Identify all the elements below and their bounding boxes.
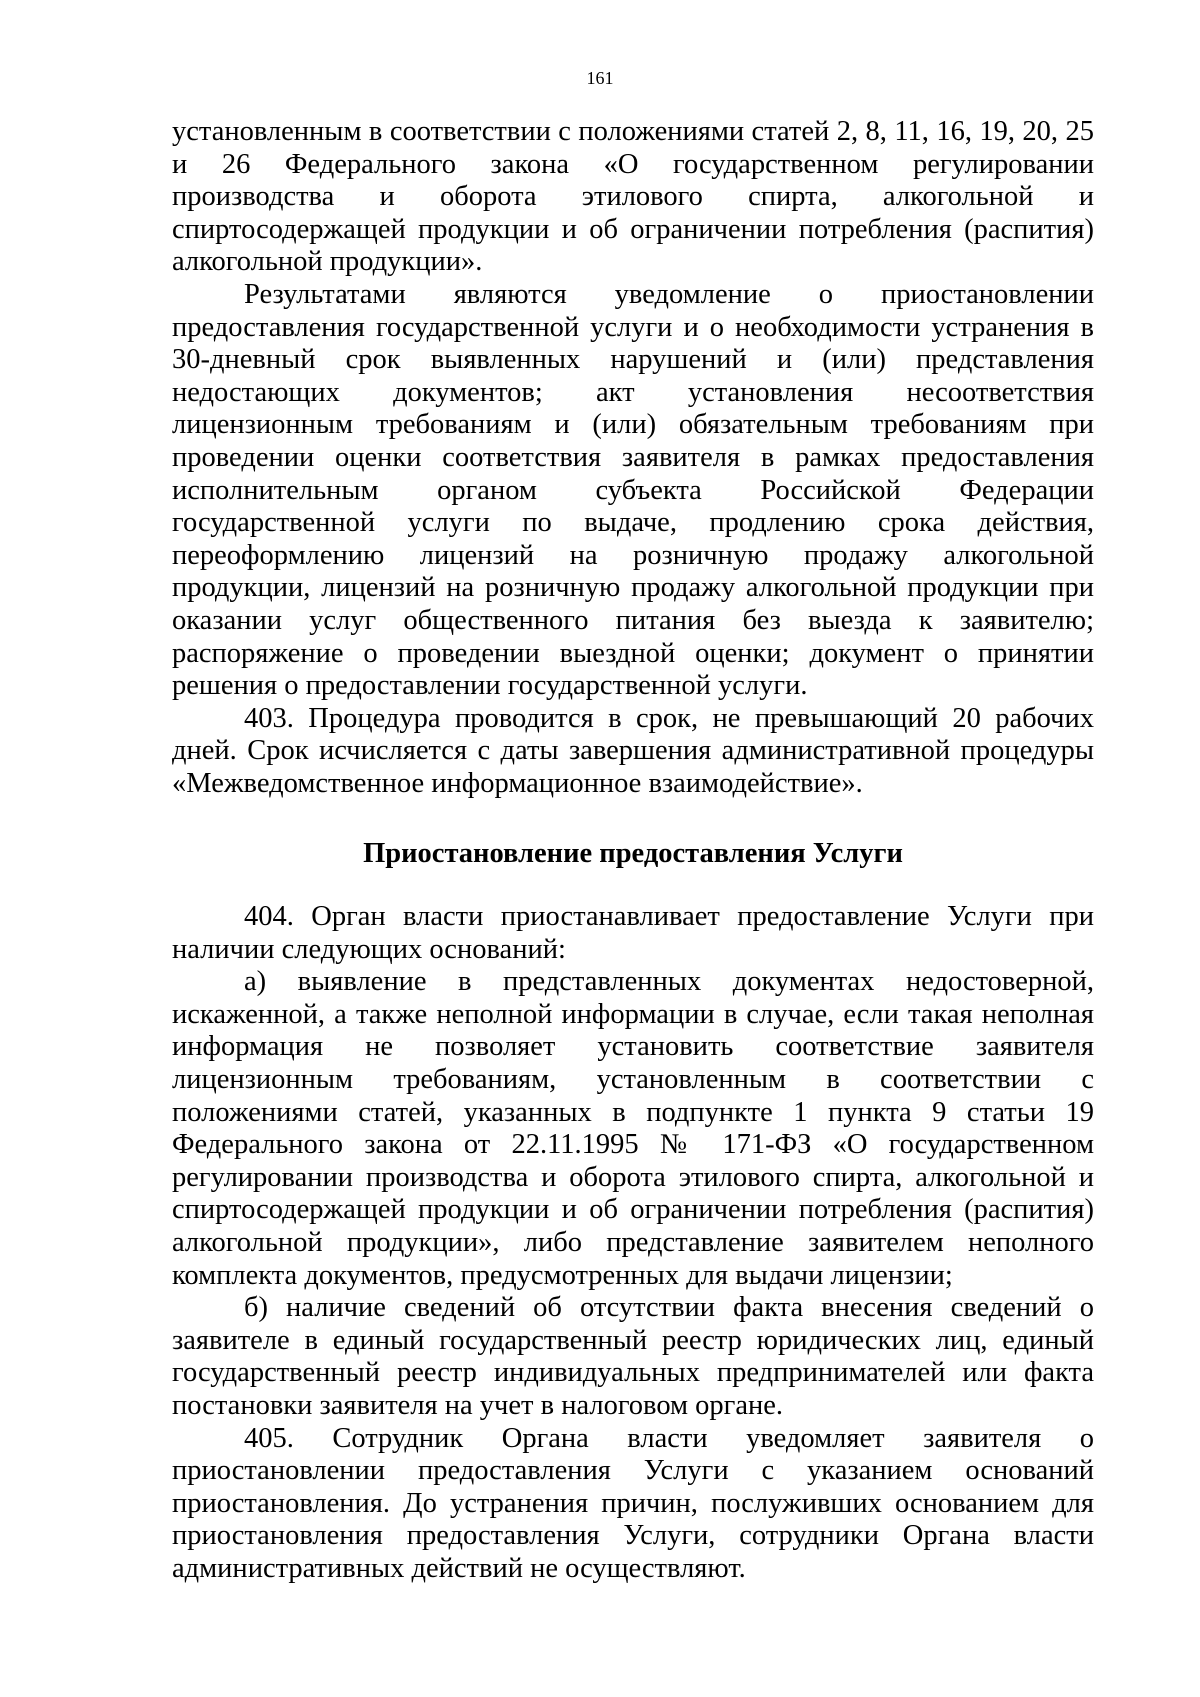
- paragraph-continuation: установленным в соответствии с положениями статей 2, 8, 11, 16, 19, 20, 25 и 26 Федерального закона «О государственном регулировании производства и оборота этилового спирта, алкогольной и спиртосодержащей продукции и об ограничении потребления (распития) алкогольной продукции».: [172, 116, 1094, 278]
- document-body: [172, 116, 1094, 1586]
- page-number: 161: [586, 68, 614, 88]
- paragraph-404-b: б) наличие сведений об отсутствии факта внесения сведений о заявителе в единый государственный реестр юридических лиц, единый государственный реестр индивидуальных предпринимателей или факта постановки заявителя на учет в налоговом органе.: [172, 1292, 1094, 1421]
- paragraph-results: Результатами являются уведомление о приостановлении предоставления государственной услуги и о необходимости устранения в 30-дневный срок выявленных нарушений и (или) представления недостающих документов; акт установления несоответствия лицензионным требованиям и (или) обязательным требованиям при проведении оценки соответствия заявителя в рамках предоставления исполнительным органом субъекта Российской Федерации государственной услуги по выдаче, продлению срока действия, переоформлению лицензий на розничную продажу алкогольной продукции, лицензий на розничную продажу алкогольной продукции при оказании услуг общественного питания без выезда к заявителю; распоряжение о проведении выездной оценки; документ о принятии решения о предоставлении государственной услуги.: [172, 278, 1094, 702]
- paragraph-403: 403. Процедура проводится в срок, не превышающий 20 рабочих дней. Срок исчисляется с даты завершения административной процедуры «Межведомственное информационное взаимодействие».: [172, 702, 1094, 799]
- paragraph-404: 404. Орган власти приостанавливает предоставление Услуги при наличии следующих оснований:: [172, 901, 1094, 965]
- section-heading: Приостановление предоставления Услуги: [363, 838, 903, 870]
- paragraph-404-a: а) выявление в представленных документах недостоверной, искаженной, а также неполной информации в случае, если такая неполная информация не позволяет установить соответствие заявителя лицензионным требованиям, установленным в соответствии с положениями статей, указанных в подпункте 1 пункта 9 статьи 19 Федерального закона от 22.11.1995 № 171-ФЗ «О государственном регулировании производства и оборота этилового спирта, алкогольной и спиртосодержащей продукции и об ограничении потребления (распития) алкогольной продукции», либо представление заявителем неполного комплекта документов, предусмотренных для выдачи лицензии;: [172, 966, 1094, 1291]
- paragraph-405: 405. Сотрудник Органа власти уведомляет заявителя о приостановлении предоставления Услуги с указанием оснований приостановления. До устранения причин, послуживших основанием для приостановления предоставления Услуги, сотрудники Органа власти административных действий не осуществляют.: [172, 1422, 1094, 1584]
